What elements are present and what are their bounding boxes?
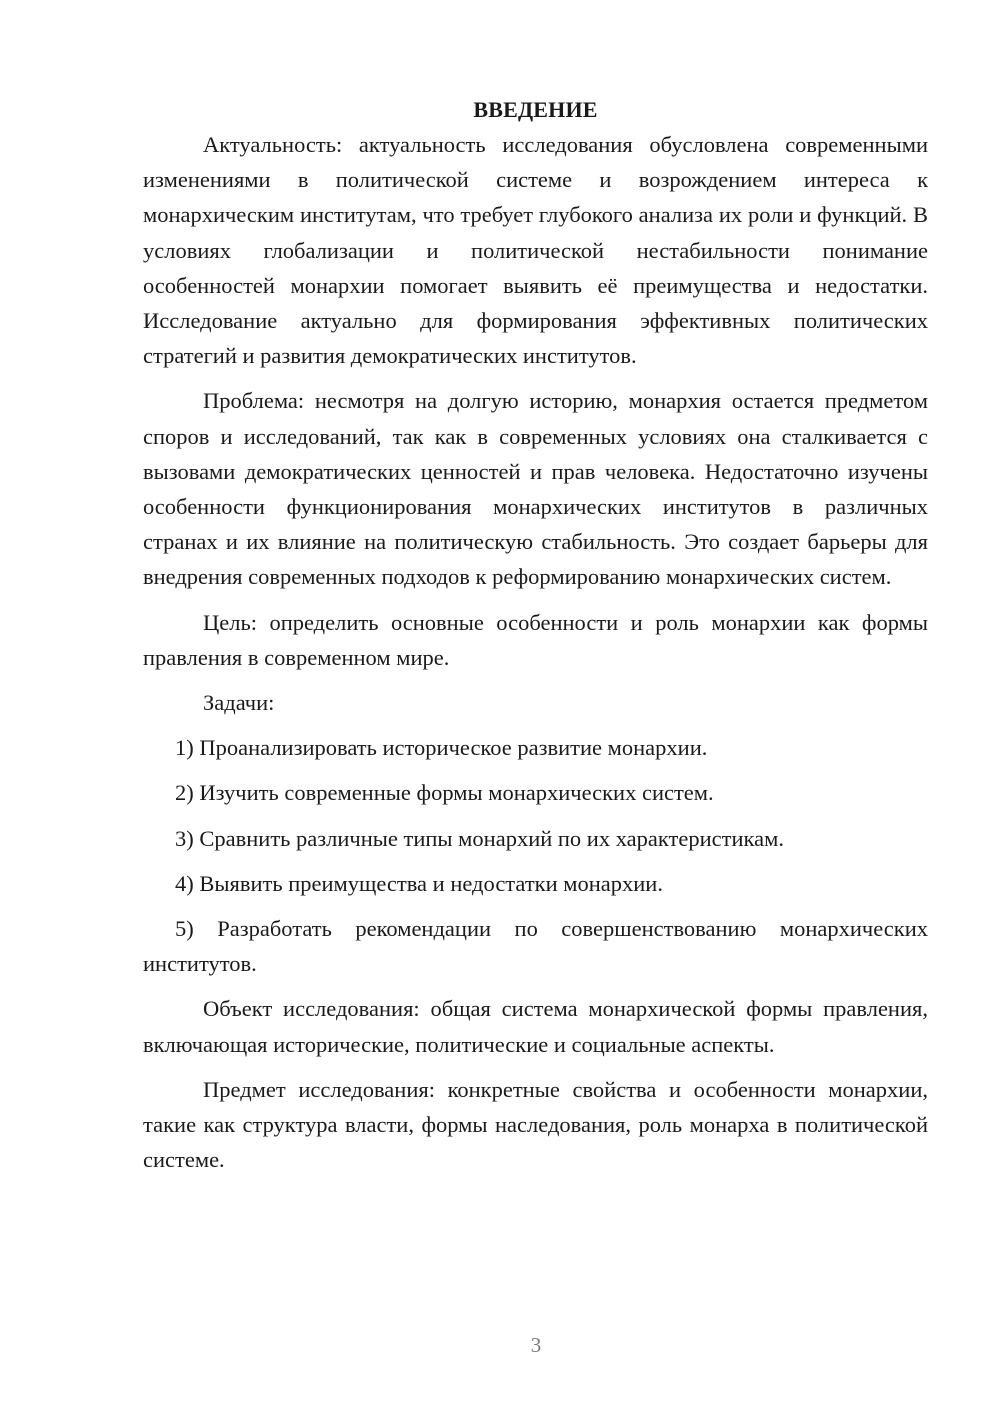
task-item: 5) Разработать рекомендации по совершенствованию монархических институтов.	[143, 916, 928, 977]
paragraph-object: Объект исследования: общая система монархической формы правления, включающая исторические, политические и социальные аспекты.	[143, 996, 928, 1057]
paragraph-problem: Проблема: несмотря на долгую историю, монархия остается предметом споров и исследований, так как в современных условиях она сталкивается с вызовами демократических ценностей и прав человека. Недостаточно изучены особенности функционирования монархических институтов в различных странах и их влияние на политическую стабильность. Это создает барьеры для внедрения современных подходов к реформированию монархических систем.	[143, 388, 928, 590]
paragraph-relevance: Актуальность: актуальность исследования обусловлена современными изменениями в политической системе и возрождением интереса к монархическим институтам, что требует глубокого анализа их роли и функций. В условиях глобализации и политической нестабильности понимание особенностей монархии помогает выявить её преимущества и недостатки. Исследование актуально для формирования эффективных политических стратегий и развития демократических институтов.	[143, 132, 928, 369]
task-item: 3) Сравнить различные типы монархий по их характеристикам.	[175, 825, 784, 851]
page-title: ВВЕДЕНИЕ	[473, 97, 598, 122]
tasks-heading: Задачи:	[203, 690, 275, 716]
task-item: 2) Изучить современные формы монархических систем.	[175, 780, 714, 806]
page-number: 3	[530, 1333, 542, 1357]
task-item: 4) Выявить преимущества и недостатки монархии.	[175, 870, 663, 896]
task-item: 1) Проанализировать историческое развитие монархии.	[175, 735, 708, 761]
tasks-list	[143, 730, 928, 981]
paragraph-subject: Предмет исследования: конкретные свойства и особенности монархии, такие как структура власти, формы наследования, роль монарха в политической системе.	[143, 1076, 928, 1173]
paragraph-goal: Цель: определить основные особенности и роль монархии как формы правления в современном мире.	[143, 609, 928, 670]
page-content	[143, 92, 928, 1177]
